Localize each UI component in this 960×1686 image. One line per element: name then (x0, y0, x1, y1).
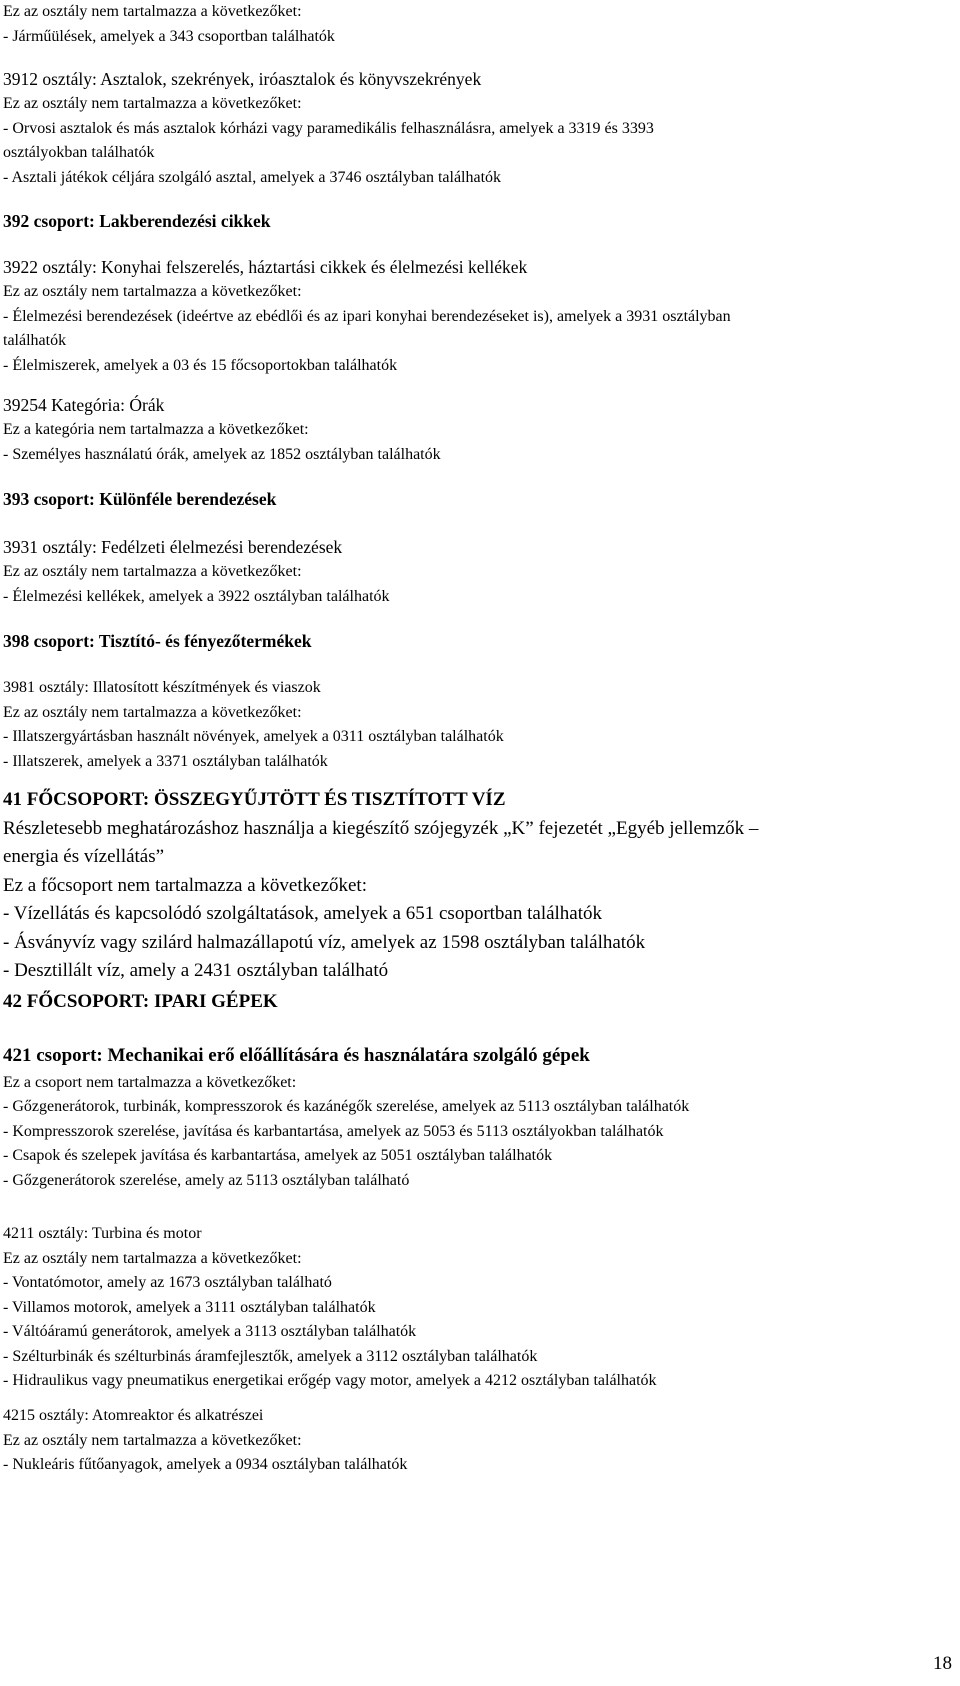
section-block (3, 0, 953, 49)
text-line: Ez az osztály nem tartalmazza a következőket: (3, 3, 302, 20)
section-block (3, 534, 953, 609)
section-block (3, 66, 953, 190)
text-line: Ez az osztály nem tartalmazza a következőket: (3, 1431, 302, 1449)
text-line: 4211 osztály: Turbina és motor (3, 1225, 202, 1242)
section-heading: 392 csoport: Lakberendezési cikkek (3, 211, 271, 231)
text-line: 3912 osztály: Asztalok, szekrények, iróasztalok és könyvszekrények (3, 69, 482, 89)
text-line: - Szélturbinák és szélturbinás áramfejlesztők, amelyek a 3112 osztályban találhatók (3, 1347, 538, 1365)
text-line: 3931 osztály: Fedélzeti élelmezési berendezések (3, 537, 343, 557)
text-line: - Váltóáramú generátorok, amelyek a 3113 osztályban találhatók (3, 1323, 417, 1340)
text-line: találhatók (3, 332, 67, 349)
text-line: - Élelmiszerek, amelyek a 03 és 15 főcsoportokban találhatók (3, 356, 398, 374)
text-line: - Csapok és szelepek javítása és karbantartása, amelyek az 5051 osztályban találhatók (3, 1147, 553, 1164)
text-line: Részletesebb meghatározáshoz használja a kiegészítő szójegyzék „K” fejezetét „Egyéb jellemzők – (3, 817, 759, 839)
section-block (3, 1042, 953, 1193)
text-line: 39254 Kategória: Órák (3, 395, 165, 415)
section-block (3, 254, 953, 378)
text-line: - Nukleáris fűtőanyagok, amelyek a 0934 osztályban találhatók (3, 1456, 408, 1473)
section-heading: 42 FŐCSOPORT: IPARI GÉPEK (3, 991, 278, 1012)
section-block (3, 486, 953, 512)
text-line: Ez az osztály nem tartalmazza a következőket: (3, 283, 302, 300)
text-line: - Asztali játékok céljára szolgáló asztal, amelyek a 3746 osztályban találhatók (3, 168, 502, 186)
section-heading: 421 csoport: Mechanikai erő előállítására és használatára szolgáló gépek (3, 1045, 590, 1066)
section-block (3, 1222, 953, 1394)
text-line: - Vízellátás és kapcsolódó szolgáltatások, amelyek a 651 csoportban találhatók (3, 903, 603, 924)
section-heading: 41 FŐCSOPORT: ÖSSZEGYŰJTÖTT ÉS TISZTÍTOTT VÍZ (3, 789, 506, 810)
text-line: - Illatszergyártásban használt növények, amelyek a 0311 osztályban találhatók (3, 728, 504, 745)
page-number: 18 (933, 1653, 952, 1674)
section-block (3, 676, 953, 774)
text-line: 3981 osztály: Illatosított készítmények és viaszok (3, 679, 321, 696)
text-line: Ez az osztály nem tartalmazza a következőket: (3, 1249, 302, 1267)
text-line: Ez a főcsoport nem tartalmazza a következőket: (3, 874, 367, 896)
text-line: - Gőzgenerátorok, turbinák, kompresszorok és kazánégők szerelése, amelyek az 5113 osztályban találhatók (3, 1098, 690, 1115)
text-line: - Illatszerek, amelyek a 3371 osztályban találhatók (3, 752, 328, 770)
text-line: - Orvosi asztalok és más asztalok kórházi vagy paramedikális felhasználásra, amelyek a 3319 és 3393 (3, 119, 654, 137)
section-heading: 393 csoport: Különféle berendezések (3, 489, 277, 509)
section-block (3, 786, 953, 986)
text-line: - Járműülések, amelyek a 343 csoportban találhatók (3, 27, 335, 45)
text-line: Ez a kategória nem tartalmazza a következőket: (3, 421, 309, 438)
text-line: - Személyes használatú órák, amelyek az 1852 osztályban találhatók (3, 445, 441, 463)
text-line: 4215 osztály: Atomreaktor és alkatrészei (3, 1407, 264, 1424)
text-line: Ez az osztály nem tartalmazza a következőket: (3, 563, 302, 580)
text-line: osztályokban találhatók (3, 144, 155, 161)
text-line: - Hidraulikus vagy pneumatikus energetikai erőgép vagy motor, amelyek a 4212 osztályban találhatók (3, 1372, 657, 1389)
text-line: - Élelmezési berendezések (ideértve az ebédlői és az ipari konyhai berendezéseket is), amelyek a 3931 osztályban (3, 307, 731, 325)
text-line: - Ásványvíz vagy szilárd halmazállapotú víz, amelyek az 1598 osztályban találhatók (3, 931, 646, 953)
text-line: - Vontatómotor, amely az 1673 osztályban található (3, 1274, 332, 1291)
text-line: Ez az osztály nem tartalmazza a következőket: (3, 703, 302, 721)
text-line: - Gőzgenerátorok szerelése, amely az 5113 osztályban található (3, 1171, 410, 1189)
section-block (3, 208, 953, 234)
text-line: - Villamos motorok, amelyek a 3111 osztályban találhatók (3, 1298, 376, 1316)
text-line: Ez az osztály nem tartalmazza a következőket: (3, 95, 302, 112)
section-heading: 398 csoport: Tisztító- és fényezőtermékek (3, 631, 312, 651)
text-line: - Élelmezési kellékek, amelyek a 3922 osztályban találhatók (3, 587, 390, 605)
section-block (3, 988, 953, 1017)
section-block (3, 628, 953, 654)
text-line: - Kompresszorok szerelése, javítása és karbantartása, amelyek az 5053 és 5113 osztályokban találhatók (3, 1122, 664, 1140)
text-line: - Desztillált víz, amely a 2431 osztályban található (3, 960, 389, 981)
text-line: 3922 osztály: Konyhai felszerelés, háztartási cikkek és élelmezési kellékek (3, 257, 528, 277)
section-block (3, 1404, 953, 1478)
text-line: energia és vízellátás” (3, 846, 165, 867)
section-block (3, 392, 953, 467)
text-line: Ez a csoport nem tartalmazza a következőket: (3, 1073, 297, 1091)
